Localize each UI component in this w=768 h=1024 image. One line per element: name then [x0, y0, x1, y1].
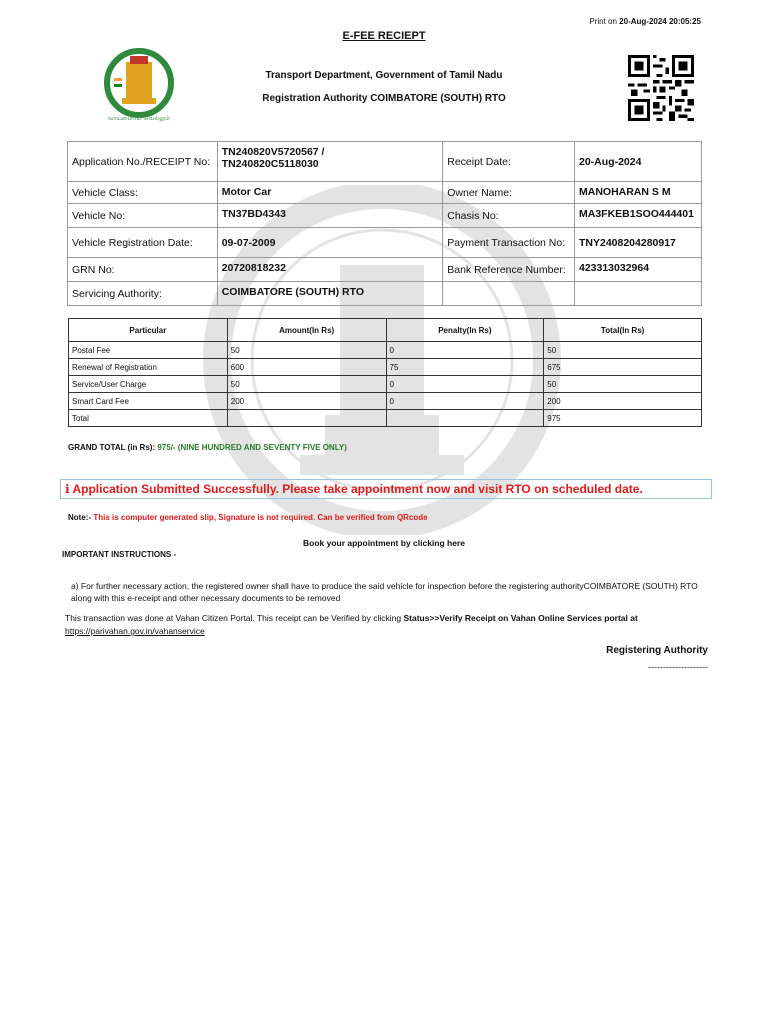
- chasis-no-label: Chasis No:: [443, 204, 575, 228]
- fee-penalty: 75: [386, 359, 544, 376]
- table-row: [68, 228, 702, 258]
- department-name: Transport Department, Government of Tamil Nadu: [265, 70, 503, 81]
- grn-no-value: 20720818232: [217, 258, 443, 282]
- table-row: [69, 410, 702, 427]
- fee-penalty: 0: [386, 393, 544, 410]
- fee-penalty: 0: [386, 376, 544, 393]
- app-no-label: Application No./RECEIPT No:: [68, 142, 218, 182]
- payment-transaction-value: TNY2408204280917: [574, 228, 701, 258]
- fee-particular: Renewal of Registration: [69, 359, 228, 376]
- tamil-nadu-emblem-icon: [86, 48, 192, 122]
- print-label: Print on: [589, 17, 617, 26]
- fee-penalty: [386, 410, 544, 427]
- note-text: This is computer generated slip, Signature is not required. Can be verified from QRcode: [93, 513, 428, 522]
- fee-particular: Smart Card Fee: [69, 393, 228, 410]
- transaction-text: This transaction was done at Vahan Citizen Portal. This receipt can be Verified by clicking: [65, 613, 402, 623]
- fee-amount: 600: [227, 359, 386, 376]
- print-datetime: 20-Aug-2024 20:05:25: [619, 17, 701, 26]
- fee-total: 975: [544, 410, 702, 427]
- header-total: Total(In Rs): [544, 319, 702, 342]
- payment-transaction-label: Payment Transaction No:: [443, 228, 575, 258]
- bank-reference-value: 423313032964: [574, 258, 701, 282]
- receipt-date-value: 20-Aug-2024: [574, 142, 701, 182]
- header-particular: Particular: [69, 319, 228, 342]
- fee-total: 50: [544, 376, 702, 393]
- note: [68, 513, 428, 522]
- fee-particular: Postal Fee: [69, 342, 228, 359]
- grand-total: [68, 443, 347, 452]
- header-penalty: Penalty(In Rs): [386, 319, 544, 342]
- emblem-motto: வாய்மையே வெல்லும்: [107, 115, 171, 122]
- fee-table: [68, 318, 702, 427]
- info-icon: ℹ: [65, 482, 70, 496]
- table-row: [69, 359, 702, 376]
- header-amount: Amount(In Rs): [227, 319, 386, 342]
- registration-authority: Registration Authority COIMBATORE (SOUTH) RTO: [262, 93, 506, 104]
- alert-message: Application Submitted Successfully. Please take appointment now and visit RTO on scheduled date.: [72, 482, 643, 496]
- fee-header-row: [69, 319, 702, 342]
- vehicle-no-value: TN37BD4343: [217, 204, 443, 228]
- owner-name-value: MANOHARAN S M: [574, 182, 701, 204]
- signature-line: --------------------: [648, 662, 708, 672]
- success-alert: [60, 479, 712, 499]
- table-row: [69, 342, 702, 359]
- servicing-authority-label: Servicing Authority:: [68, 282, 218, 306]
- qr-code-icon[interactable]: [626, 55, 696, 121]
- chasis-no-value: MA3FKEB1SOO444401: [574, 204, 701, 228]
- fee-total: 675: [544, 359, 702, 376]
- table-row: [68, 142, 702, 182]
- fee-amount: 50: [227, 342, 386, 359]
- app-no-value-1: TN240820V5720567 /: [221, 146, 325, 158]
- instruction-a: a) For further necessary action, the registered owner shall have to produce the said vehicle for inspection before the registering authorityCOIMBATORE (SOUTH) RTO along with this e-receipt and other necessary documents to be removed: [71, 581, 698, 603]
- fee-amount: 50: [227, 376, 386, 393]
- owner-name-label: Owner Name:: [443, 182, 575, 204]
- table-row: [68, 258, 702, 282]
- transaction-note: [65, 612, 715, 638]
- registration-date-label: Vehicle Registration Date:: [68, 228, 218, 258]
- print-timestamp: [589, 17, 701, 26]
- vehicle-class-label: Vehicle Class:: [68, 182, 218, 204]
- grand-total-value: 975/- (NINE HUNDRED AND SEVENTY FIVE ONLY): [157, 443, 347, 452]
- table-row: [68, 282, 702, 306]
- receipt-date-label: Receipt Date:: [443, 142, 575, 182]
- empty-cell: [443, 282, 575, 306]
- registering-authority: Registering Authority: [606, 645, 708, 656]
- app-no-value-2: TN240820C5118030: [221, 158, 319, 170]
- fee-particular: Total: [69, 410, 228, 427]
- table-row: [68, 182, 702, 204]
- fee-penalty: 0: [386, 342, 544, 359]
- fee-total: 50: [544, 342, 702, 359]
- vehicle-no-label: Vehicle No:: [68, 204, 218, 228]
- servicing-authority-value: COIMBATORE (SOUTH) RTO: [217, 282, 443, 306]
- registration-date-value: 09-07-2009: [217, 228, 443, 258]
- table-row: [69, 393, 702, 410]
- grand-total-label: GRAND TOTAL (in Rs):: [68, 443, 156, 452]
- receipt-info-table: [67, 141, 702, 306]
- fee-particular: Service/User Charge: [69, 376, 228, 393]
- page-title: E-FEE RECIEPT: [342, 30, 426, 42]
- fee-amount: 200: [227, 393, 386, 410]
- bank-reference-label: Bank Reference Number:: [443, 258, 575, 282]
- note-label: Note:-: [68, 513, 92, 522]
- table-row: [69, 376, 702, 393]
- app-no-value: [217, 142, 443, 182]
- book-appointment-link[interactable]: Book your appointment by clicking here: [303, 538, 465, 548]
- important-instructions-heading: IMPORTANT INSTRUCTIONS -: [62, 550, 177, 559]
- table-row: [68, 204, 702, 228]
- grn-no-label: GRN No:: [68, 258, 218, 282]
- empty-cell: [574, 282, 701, 306]
- fee-total: 200: [544, 393, 702, 410]
- fee-amount: [227, 410, 386, 427]
- vahan-service-link[interactable]: https://parivahan.gov.in/vahanservice: [65, 626, 205, 636]
- transaction-bold: Status>>Verify Receipt on Vahan Online Services portal at: [403, 613, 638, 623]
- vehicle-class-value: Motor Car: [217, 182, 443, 204]
